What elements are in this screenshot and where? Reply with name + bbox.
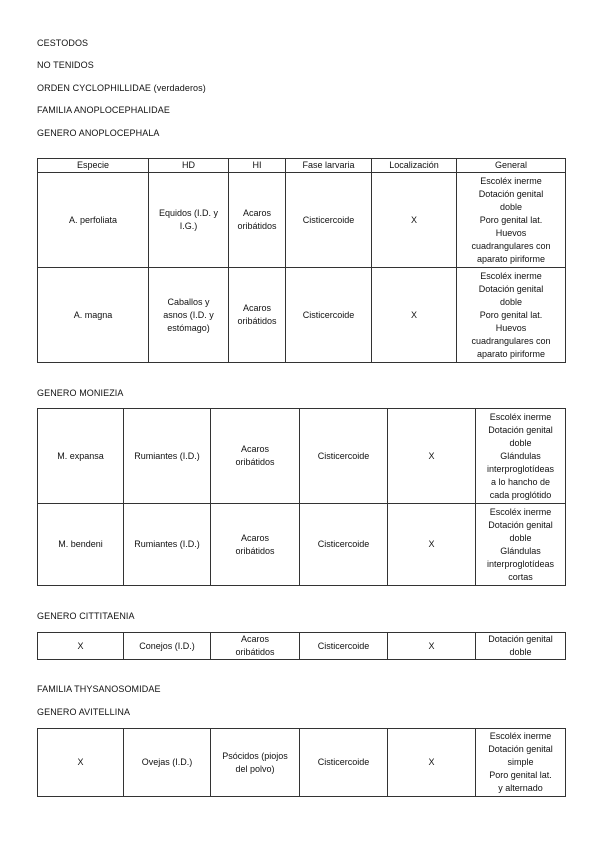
cell-hd-line: Equidos (I.D. y <box>158 208 219 218</box>
heading-familia-anoplocephalidae: FAMILIA ANOPLOCEPHALIDAE <box>37 105 170 115</box>
cell-hi-line: oribátidos <box>235 457 275 467</box>
cell-general-line: interproglotídeas <box>486 558 555 569</box>
cell-general-line: cada proglótido <box>489 489 552 500</box>
cell-hd-line: Rumiantes (I.D.) <box>134 450 200 461</box>
cell-general-line: Poro genital lat. <box>489 770 552 780</box>
cell-general-line: Dotación genital <box>488 634 553 644</box>
cell-general-line: doble <box>499 296 523 307</box>
cell-fase-larvaria: Cisticercoide <box>300 633 388 660</box>
cell-hi <box>211 729 300 797</box>
cell-hd-line: Conejos (I.D.) <box>139 640 195 651</box>
table-row <box>38 409 566 504</box>
table-anoplocephala <box>37 158 566 363</box>
cell-hd <box>124 633 211 660</box>
heading-familia-thysanosomidae: FAMILIA THYSANOSOMIDAE <box>37 684 161 694</box>
cell-hi-line: Acaros <box>240 634 269 644</box>
heading-genero-avitellina: GENERO AVITELLINA <box>37 707 131 717</box>
cell-hi-line: oribátidos <box>235 545 275 556</box>
cell-hi-line: Acaros <box>242 303 271 313</box>
cell-general <box>476 633 566 660</box>
cell-especie: X <box>38 633 124 660</box>
cell-general-line: Dotación genital <box>488 519 553 530</box>
cell-general-line: a lo hancho de <box>490 476 551 487</box>
cell-localizacion: X <box>372 173 457 268</box>
cell-general-line: Glándulas <box>500 450 541 461</box>
cell-hd <box>124 409 211 504</box>
col-header-hi: HI <box>229 159 286 173</box>
cell-hd <box>149 173 229 268</box>
cell-general-line: Escoléx inerme <box>480 175 542 186</box>
cell-hi <box>229 268 286 363</box>
cell-hd-line: estómago) <box>167 322 210 333</box>
cell-general-line: Dotación genital <box>488 744 553 754</box>
cell-hi <box>211 633 300 660</box>
cell-fase-larvaria: Cisticercoide <box>300 409 388 504</box>
cell-general-line: Escoléx inerme <box>489 506 552 517</box>
cell-hi-line: Acaros <box>240 444 269 454</box>
cell-general-line: Escoléx inerme <box>489 731 552 741</box>
cell-hi <box>211 504 300 586</box>
cell-general-line: Escoléx inerme <box>489 411 552 422</box>
cell-general <box>457 268 566 363</box>
cell-hi-line: oribátidos <box>237 316 277 326</box>
cell-general-line: Glándulas <box>500 545 541 556</box>
col-header-hd: HD <box>149 159 229 173</box>
table-header-row <box>38 159 566 173</box>
cell-general-line: simple <box>507 757 534 767</box>
cell-general-line: Dotación genital <box>488 424 553 435</box>
table-body <box>38 729 566 797</box>
cell-general <box>476 729 566 797</box>
table-avitellina <box>37 728 566 797</box>
cell-general-line: y alternado <box>498 783 543 793</box>
cell-general-line: Dotación genital <box>478 283 544 294</box>
cell-especie: A. perfoliata <box>38 173 149 268</box>
cell-hi <box>211 409 300 504</box>
table-row <box>38 633 566 660</box>
heading-genero-anoplocephala: GENERO ANOPLOCEPHALA <box>37 128 160 138</box>
cell-general-line: Huevos <box>495 227 527 238</box>
table-body <box>38 409 566 586</box>
table-body <box>38 173 566 363</box>
table-row <box>38 268 566 363</box>
cell-fase-larvaria: Cisticercoide <box>286 173 372 268</box>
cell-hd-line: asnos (I.D. y <box>163 309 214 320</box>
table-row <box>38 504 566 586</box>
cell-general-line: doble <box>499 201 523 212</box>
cell-general-line: Poro genital lat. <box>479 309 543 320</box>
cell-hd-line: Rumiantes (I.D.) <box>134 539 200 549</box>
cell-hi-line: oribátidos <box>237 221 277 231</box>
cell-hd-line: Caballos y <box>167 296 210 307</box>
cell-especie: A. magna <box>38 268 149 363</box>
table-moniezia <box>37 408 566 586</box>
table-row <box>38 729 566 797</box>
cell-general <box>457 173 566 268</box>
cell-general-line: doble <box>509 647 532 657</box>
heading-cestodos: CESTODOS <box>37 38 89 48</box>
table-row <box>38 173 566 268</box>
col-header-especie: Especie <box>38 159 149 173</box>
cell-general-line: Huevos <box>495 322 527 333</box>
col-header-fase-larvaria: Fase larvaria <box>286 159 372 173</box>
cell-hi <box>229 173 286 268</box>
cell-localizacion: X <box>388 633 476 660</box>
table-cittitaenia <box>37 632 566 660</box>
cell-general-line: Dotación genital <box>478 188 544 199</box>
cell-hi-line: Acaros <box>240 532 269 543</box>
cell-especie: M. expansa <box>38 409 124 504</box>
cell-general-line: cortas <box>508 571 533 582</box>
cell-hd-line: I.G.) <box>179 221 198 231</box>
cell-hi-line: Psócidos (piojos <box>222 750 288 761</box>
cell-especie: X <box>38 729 124 797</box>
heading-orden: ORDEN CYCLOPHILLIDAE (verdaderos) <box>37 83 206 93</box>
cell-general-line: aparato piriforme <box>476 348 546 359</box>
cell-general-line: doble <box>509 437 532 448</box>
cell-localizacion: X <box>388 504 476 586</box>
cell-fase-larvaria: Cisticercoide <box>286 268 372 363</box>
heading-genero-cittitaenia: GENERO CITTITAENIA <box>37 611 135 621</box>
cell-hi-line: Acaros <box>242 208 271 218</box>
cell-general-line: cuadrangulares con <box>471 240 551 251</box>
cell-general-line: aparato piriforme <box>476 253 546 264</box>
cell-general-line: cuadrangulares con <box>471 335 551 346</box>
cell-general-line: doble <box>509 532 532 543</box>
cell-localizacion: X <box>372 268 457 363</box>
heading-no-tenidos: NO TENIDOS <box>37 60 94 70</box>
cell-hd <box>124 504 211 586</box>
cell-general <box>476 409 566 504</box>
col-header-general: General <box>457 159 566 173</box>
heading-genero-moniezia: GENERO MONIEZIA <box>37 388 124 398</box>
cell-hi-line: del polvo) <box>235 763 275 774</box>
cell-hd <box>124 729 211 797</box>
cell-fase-larvaria: Cisticercoide <box>300 729 388 797</box>
cell-localizacion: X <box>388 409 476 504</box>
cell-fase-larvaria: Cisticercoide <box>300 504 388 586</box>
cell-hd <box>149 268 229 363</box>
col-header-localizacion: Localización <box>372 159 457 173</box>
cell-general-line: Poro genital lat. <box>479 214 543 225</box>
cell-general-line: interproglotídeas <box>486 463 555 474</box>
cell-hd-line: Ovejas (I.D.) <box>141 757 193 767</box>
cell-especie: M. bendeni <box>38 504 124 586</box>
cell-localizacion: X <box>388 729 476 797</box>
cell-general-line: Escoléx inerme <box>480 270 542 281</box>
cell-hi-line: oribátidos <box>235 647 275 657</box>
cell-general <box>476 504 566 586</box>
table-body <box>38 633 566 660</box>
